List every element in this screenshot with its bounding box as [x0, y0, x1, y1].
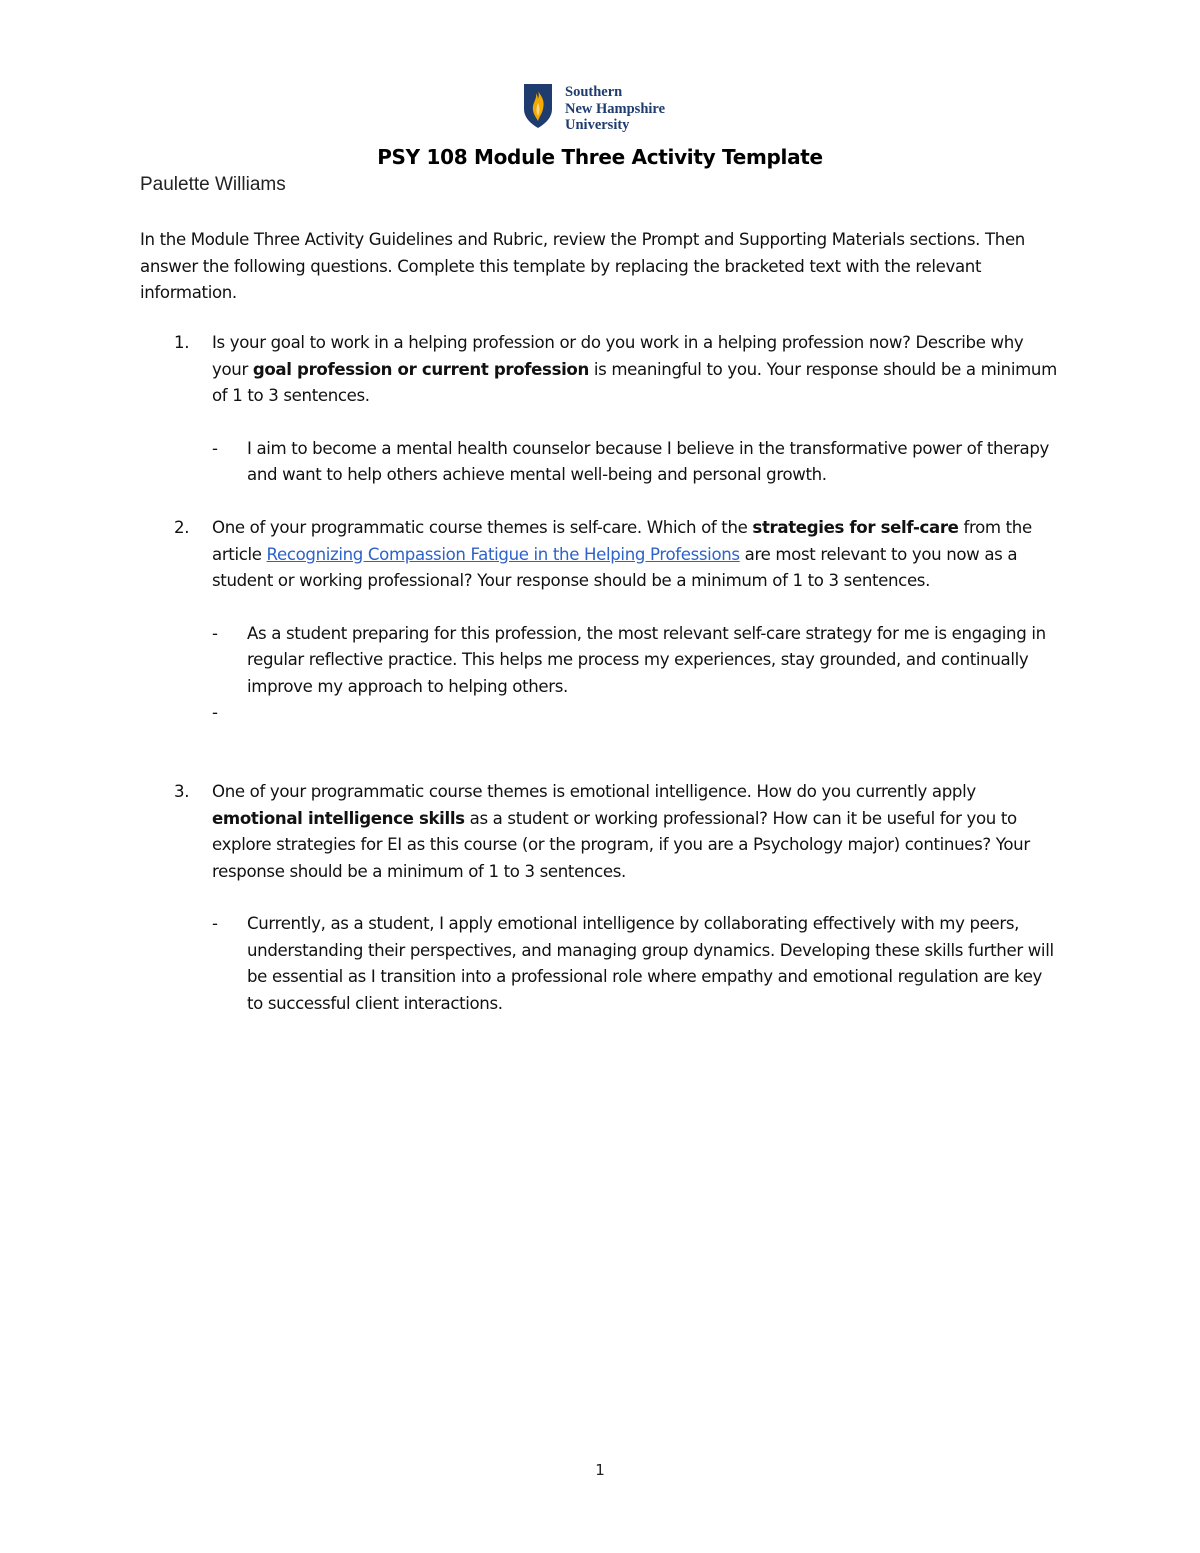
- question-3: [140, 779, 1060, 1017]
- question-number: 2.: [174, 518, 190, 537]
- answer-text: I aim to become a mental health counselor because I believe in the transformative power of therapy and want to help others achieve mental well-being and personal growth.: [247, 438, 1049, 484]
- question-emphasis: goal profession or current profession: [252, 359, 589, 379]
- question-emphasis: strategies for self-care: [752, 518, 959, 537]
- answer-item: [212, 621, 1060, 701]
- intro-paragraph: In the Module Three Activity Guidelines and Rubric, review the Prompt and Supporting Materials sections. Then answer the following questions. Complete this template by replacing the bracketed text with the relevant information.: [140, 230, 1025, 302]
- logo-line-2: New Hampshire: [565, 100, 666, 117]
- document-title: PSY 108 Module Three Activity Template: [377, 145, 823, 169]
- article-link[interactable]: Recognizing Compassion Fatigue in the Helping Professions: [266, 544, 740, 564]
- question-2: [140, 515, 1060, 727]
- university-logo: [523, 83, 693, 133]
- question-text-part: from the article: [212, 518, 1032, 564]
- question-number: 1.: [174, 333, 190, 352]
- question-1: [140, 330, 1060, 489]
- shield-flame-icon: [523, 83, 553, 129]
- question-text: [212, 330, 1060, 410]
- question-text: [212, 515, 1060, 595]
- answer-marker: -: [212, 438, 218, 458]
- logo-line-1: Southern: [565, 84, 623, 100]
- answer-item: [212, 911, 1060, 1017]
- question-emphasis: emotional intelligence skills: [212, 808, 465, 828]
- logo-wordmark: [565, 84, 665, 134]
- answer-item: [212, 436, 1060, 489]
- answer-text: Currently, as a student, I apply emotional intelligence by collaborating effectively with my peers, understanding their perspectives, and managing group dynamics. Developing these skills further will be essential as I transition into a professional role where empathy and emotional regulation are key to successful client interactions.: [247, 914, 1054, 1013]
- question-text-part: Is your goal to work in a helping profession or do you work in a helping profession now? Describe why your: [212, 333, 1024, 379]
- empty-answer-item: [212, 700, 1060, 727]
- answer-marker: -: [212, 623, 218, 643]
- question-text: [212, 779, 1060, 885]
- author-name: Paulette Williams: [140, 174, 286, 195]
- question-text-part: One of your programmatic course themes is self-care. Which of the: [212, 518, 753, 537]
- answer-marker: -: [212, 703, 218, 722]
- question-text-part: is meaningful to you. Your response should be a minimum of 1 to 3 sentences.: [212, 359, 1057, 405]
- question-text-part: One of your programmatic course themes is emotional intelligence. How do you currently apply: [212, 782, 976, 801]
- question-text-part: are most relevant to you now as a student or working professional? Your response should be a minimum of 1 to 3 sentences.: [212, 544, 1018, 590]
- logo-line-3: University: [565, 117, 630, 133]
- page-number: 1: [595, 1461, 605, 1479]
- question-text-part: as a student or working professional? How can it be useful for you to explore strategies for EI as this course (or the program, if you are a Psychology major) continues? Your response should be a minimum of 1 to 3 sentences.: [212, 808, 1030, 881]
- answer-marker: -: [212, 914, 218, 933]
- question-number: 3.: [174, 782, 190, 801]
- answer-text: As a student preparing for this profession, the most relevant self-care strategy for me is engaging in regular reflective practice. This helps me process my experiences, stay grounded, and continually improve my approach to helping others.: [247, 623, 1046, 696]
